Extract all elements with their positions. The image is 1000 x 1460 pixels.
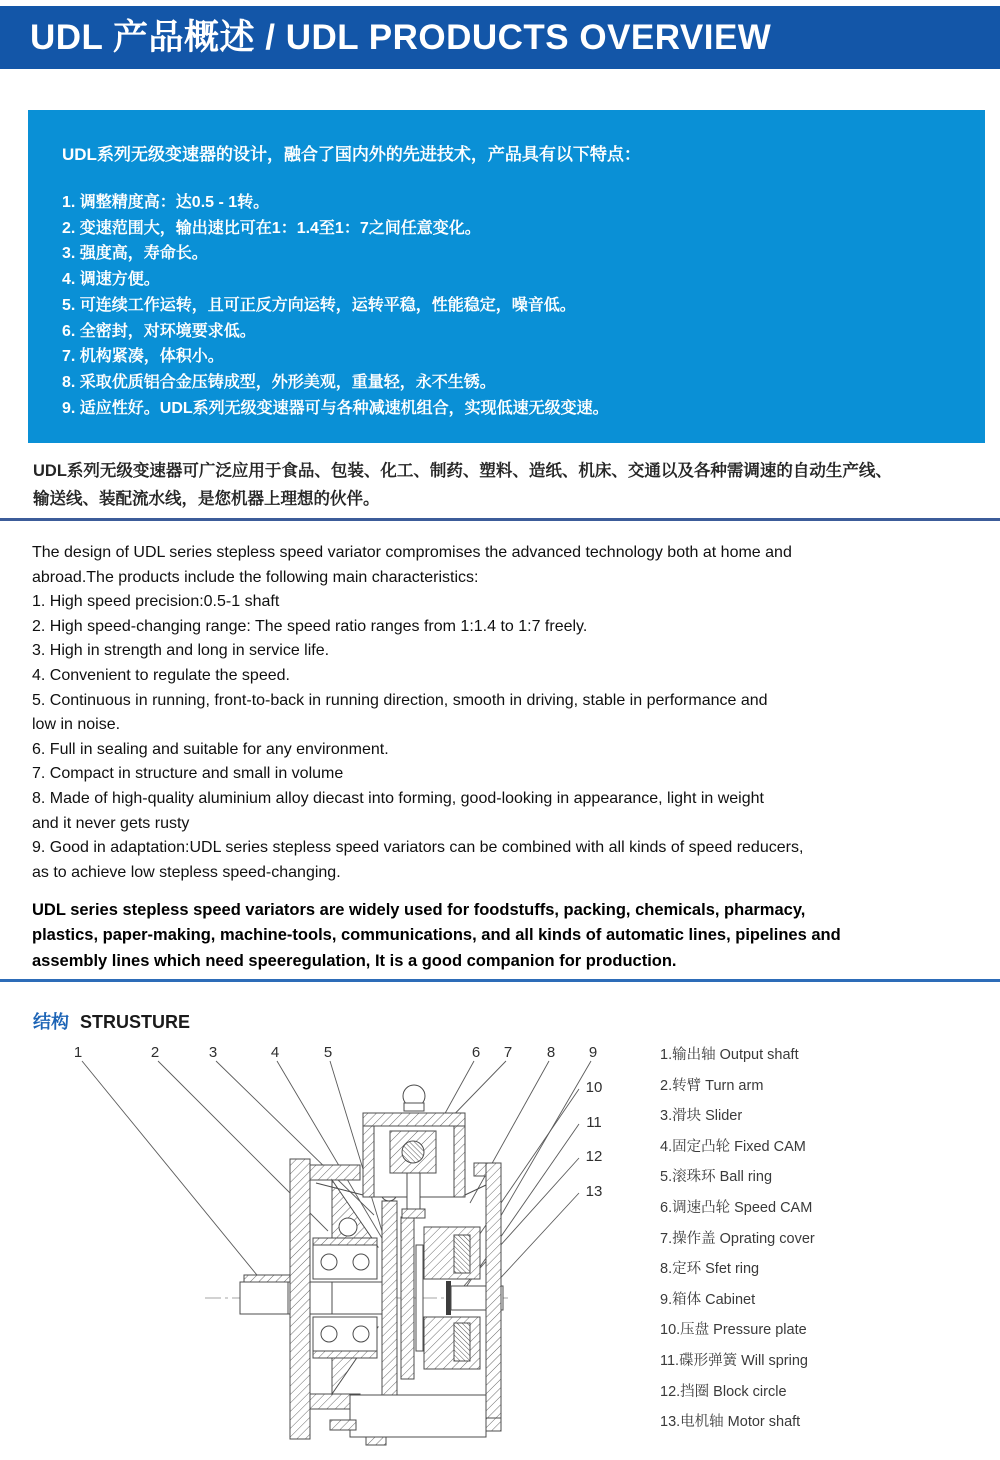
page-title: UDL 产品概述 / UDL PRODUCTS OVERVIEW [30,18,772,57]
text-line: low in noise. [32,716,121,734]
text-line: 1. High speed precision:0.5-1 shaft [32,593,280,611]
text-line: 4. Convenient to regulate the speed. [32,666,290,684]
parts-list-item: 6.调速凸轮 Speed CAM [660,1199,813,1216]
callout-number: 2 [150,1044,160,1061]
text-line: plastics, paper-making, machine-tools, communications, and all kinds of automatic lines, pipelines and [32,926,841,945]
text-line: UDL series stepless speed variators are widely used for foodstuffs, packing, chemicals, pharmacy, [32,901,806,919]
feature-item: 4. 调速方便。 [62,271,160,289]
parts-list-item: 5.滚珠环 Ball ring [660,1169,773,1186]
header-band [0,6,1000,69]
feature-item: 9. 适应性好。UDL系列无级变速器可与各种减速机组合，实现低速无级变速。 [62,399,609,417]
variator-cross-section [205,1085,508,1445]
text-line: assembly lines which need speeregulation, It is a good companion for production. [32,951,677,970]
feature-box [28,110,985,443]
zh-application-paragraph [33,457,968,513]
feature-item: 2. 变速范围大，输出速比可在1：1.4至1：7之间任意变化。 [62,219,481,237]
parts-list-item: 4.固定凸轮 Fixed CAM [660,1138,806,1155]
parts-list-item: 7.操作盖 Oprating cover [660,1230,815,1247]
callout-number: 9 [588,1044,598,1061]
parts-list-item: 13.电机轴 Motor shaft [660,1414,801,1431]
callout-number: 13 [585,1183,603,1200]
callout-number: 12 [585,1148,603,1165]
structure-heading-zh: 结构 [33,1012,69,1032]
text-line: 3. High in strength and long in service life. [32,642,330,660]
callout-number: 10 [585,1079,603,1096]
callout-number: 8 [546,1044,556,1061]
parts-list [660,1040,815,1438]
structure-heading [33,1008,190,1034]
parts-list-item: 2.转臂 Turn arm [660,1077,764,1094]
parts-list-item: 3.滑块 Slider [660,1108,743,1125]
feature-item: 7. 机构紧凑，体积小。 [62,348,224,366]
feature-item: 8. 采取优质铝合金压铸成型，外形美观，重量轻，永不生锈。 [62,373,496,391]
callout-number: 4 [270,1044,280,1061]
feature-item: 6. 全密封，对环境要求低。 [62,322,256,340]
text-line: 7. Compact in structure and small in volume [32,765,344,783]
feature-item: 5. 可连续工作运转，且可正反方向运转，运转平稳，性能稳定，噪音低。 [62,296,576,314]
cross-section-drawing-svg [30,1035,660,1455]
callout-number: 6 [471,1044,481,1061]
feature-list [62,190,609,421]
text-line: UDL系列无级变速器可广泛应用于食品、包装、化工、制药、塑料、造纸、机床、交通以及各种需调速的自动生产线、 [33,462,892,480]
callout-number: 7 [503,1044,513,1061]
parts-list-item: 11.碟形弹簧 Will spring [660,1352,808,1369]
feature-item: 1. 调整精度高：达0.5 - 1转。 [62,194,270,211]
text-line: 6. Full in sealing and suitable for any environment. [32,740,389,758]
cross-section-diagram [30,1035,660,1455]
parts-list-item: 8.定环 Sfet ring [660,1261,760,1278]
structure-heading-en: STRUSTURE [80,1012,191,1032]
parts-list-item: 10.压盘 Pressure plate [660,1322,807,1339]
divider [0,979,1000,982]
text-line: 2. High speed-changing range: The speed ratio ranges from 1:1.4 to 1:7 freely. [32,617,588,635]
english-bold-paragraph [32,898,841,974]
text-line: 5. Continuous in running, front-to-back in running direction, smooth in driving, stable in performance and [32,691,768,709]
text-line: as to achieve low stepless speed-changing. [32,863,341,881]
callout-number: 5 [323,1044,333,1061]
callout-number: 11 [586,1114,602,1131]
callout-number: 3 [208,1044,218,1061]
callout-number: 1 [73,1044,83,1061]
text-line: The design of UDL series stepless speed variator compromises the advanced technology both at home and [32,544,792,561]
feature-item: 3. 强度高，寿命长。 [62,245,208,263]
text-line: and it never gets rusty [32,814,190,832]
text-line: abroad.The products include the following main characteristics: [32,568,479,586]
english-paragraph [32,541,803,885]
text-line: 输送线、装配流水线，是您机器上理想的伙伴。 [33,490,380,508]
parts-list-item: 1.输出轴 Output shaft [660,1047,799,1063]
text-line: 9. Good in adaptation:UDL series stepless speed variators can be combined with all kinds of speed reducers, [32,839,804,857]
text-line: 8. Made of high-quality aluminium alloy diecast into forming, good-looking in appearance, light in weight [32,789,764,807]
parts-list-item: 9.箱体 Cabinet [660,1291,756,1308]
divider [0,518,1000,521]
parts-list-item: 12.挡圈 Block circle [660,1383,787,1400]
feature-box-title: UDL系列无级变速器的设计，融合了国内外的先进技术，产品具有以下特点： [62,145,641,164]
